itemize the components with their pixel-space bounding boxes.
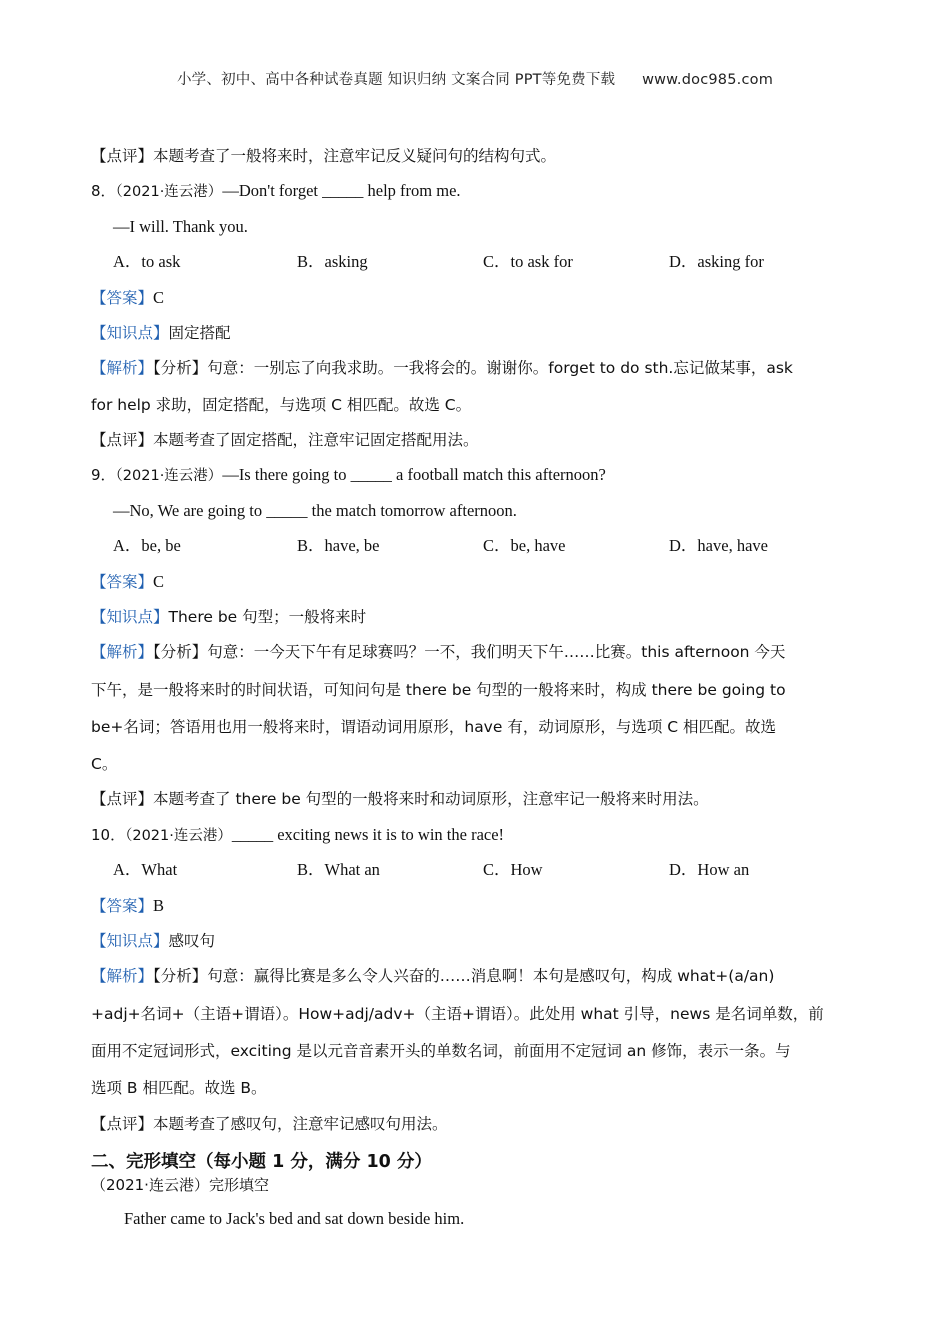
q10-comment: 【点评】本题考查了感叹句，注意牢记感叹句用法。 — [91, 1115, 448, 1133]
q10-analysis-cont-1: +adj+名词+（主语+谓语）。How+adj/adv+（主语+谓语）。此处用 what 引导，news 是名词单数，前 — [91, 1005, 824, 1023]
prev-comment: 【点评】本题考查了一般将来时，注意牢记反义疑问句的结构句式。 — [91, 147, 557, 165]
q8-analysis: 【解析】【分析】句意：一别忘了向我求助。一我将会的。谢谢你。forget to do sth.忘记做某事，ask — [91, 359, 793, 377]
q9-analysis: 【解析】【分析】句意：一今天下午有足球赛吗？一不，我们明天下午……比赛。this afternoon 今天 — [91, 643, 786, 661]
q10-stem: 10．（2021·连云港）_____ exciting news it is to win the race! — [91, 825, 505, 844]
section-source: （2021·连云港）完形填空 — [91, 1176, 269, 1194]
q8-reply: —I will. Thank you. — [113, 217, 248, 236]
q10-answer: 【答案】B — [91, 896, 165, 915]
q9-analysis-cont-2: be+名词；答语用也用一般将来时，谓语动词用原形，have 有，动词原形，与选项 C 相匹配。故选 — [91, 718, 776, 736]
q9-stem: 9．（2021·连云港）—Is there going to _____ a football match this afternoon? — [91, 465, 606, 484]
q10-option-c: C．How — [483, 860, 543, 879]
q8-answer: 【答案】C — [91, 288, 165, 307]
q8-option-d: D．asking for — [669, 252, 764, 271]
q8-analysis-cont: for help 求助，固定搭配，与选项 C 相匹配。故选 C。 — [91, 396, 472, 414]
page-header — [0, 68, 950, 89]
q9-analysis-cont-3: C。 — [91, 755, 118, 773]
q10-option-d: D．How an — [669, 860, 750, 879]
q8-comment: 【点评】本题考查了固定搭配，注意牢记固定搭配用法。 — [91, 431, 479, 449]
section-title: 二、完形填空（每小题 1 分，满分 10 分） — [91, 1152, 432, 1172]
q10-knowledge: 【知识点】感叹句 — [91, 932, 216, 950]
q9-option-d: D．have, have — [669, 536, 768, 555]
q9-answer: 【答案】C — [91, 572, 165, 591]
q8-option-a: A．to ask — [113, 252, 181, 271]
q10-analysis: 【解析】【分析】句意：赢得比赛是多么令人兴奋的……消息啊！本句是感叹句，构成 what+(a/an) — [91, 967, 775, 985]
q10-option-b: B．What an — [297, 860, 380, 879]
header-text: 小学、初中、高中各种试卷真题 知识归纳 文案合同 PPT等免费下载 — [176, 72, 616, 88]
q9-knowledge: 【知识点】There be 句型；一般将来时 — [91, 608, 367, 626]
q8-option-c: C．to ask for — [483, 252, 573, 271]
q10-option-a: A．What — [113, 860, 178, 879]
q8-knowledge: 【知识点】固定搭配 — [91, 324, 231, 342]
q9-analysis-cont-1: 下午，是一般将来时的时间状语，可知问句是 there be 句型的一般将来时，构成 there be going to — [91, 681, 786, 699]
q9-option-a: A．be, be — [113, 536, 181, 555]
q8-stem: 8．（2021·连云港）—Don't forget _____ help from me. — [91, 181, 461, 200]
q10-analysis-cont-3: 选项 B 相匹配。故选 B。 — [91, 1079, 267, 1097]
header-site: www.doc985.com — [642, 72, 774, 88]
q9-reply: —No, We are going to _____ the match tomorrow afternoon. — [113, 501, 517, 520]
q10-analysis-cont-2: 面用不定冠词形式，exciting 是以元音音素开头的单数名词，前面用不定冠词 an 修饰，表示一条。与 — [91, 1042, 791, 1060]
q8-option-b: B．asking — [297, 252, 368, 271]
q9-option-c: C．be, have — [483, 536, 566, 555]
q9-option-b: B．have, be — [297, 536, 380, 555]
passage-first-line: Father came to Jack's bed and sat down beside him. — [124, 1209, 465, 1228]
q9-comment: 【点评】本题考查了 there be 句型的一般将来时和动词原形，注意牢记一般将来时用法。 — [91, 790, 709, 808]
